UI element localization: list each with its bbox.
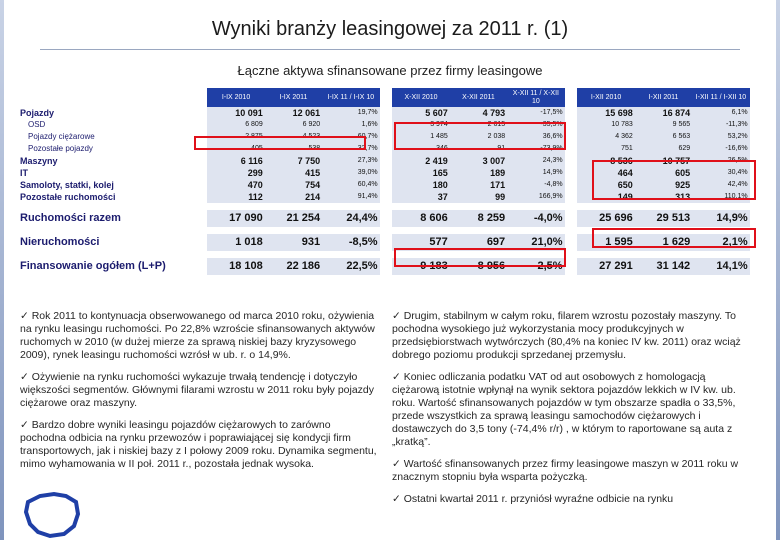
table-cell: 470 (207, 179, 264, 191)
summary-row (18, 258, 754, 275)
table-cell: 24,3% (507, 155, 564, 167)
table-cell: 10 091 (207, 107, 264, 119)
table-cell: 10 757 (635, 155, 692, 167)
table-cell: 6 920 (265, 119, 322, 131)
table-cell: 180 (392, 179, 449, 191)
table-cell: 42,4% (692, 179, 749, 191)
table-cell: 925 (635, 179, 692, 191)
table-cell: 6,1% (692, 107, 749, 119)
column-gap (750, 88, 754, 107)
table-cell: 3 974 (392, 119, 449, 131)
table-cell: 171 (450, 179, 507, 191)
summary-cell: 1 595 (577, 234, 634, 251)
column-header: I-IX 11 / I-IX 10 (322, 88, 379, 107)
left-paragraph-2: ✓ Ożywienie na rynku ruchomości wykazuje trwałą tendencję i dotyczyło większości segmentów. Głównymi filarami wzrostu w 2011 roku były pojazdy ciężarowe oraz maszyny. (20, 371, 375, 409)
table-cell: 27,3% (322, 155, 379, 167)
column-gap (565, 88, 578, 107)
table-cell: 91 (450, 143, 507, 155)
column-gap (750, 119, 754, 131)
column-gap (750, 210, 754, 227)
left-commentary (20, 310, 378, 480)
table-cell: 6 116 (207, 155, 264, 167)
column-gap (380, 155, 393, 167)
table-cell: 60,7% (322, 131, 379, 143)
right-paragraph-4: ✓ Ostatni kwartał 2011 r. przyniósł wyraźne odbicie na rynku (392, 493, 674, 505)
right-paragraph-1: ✓ Drugim, stabilnym w całym roku, filarem wzrostu pozostały maszyny. To pochodna wysokiego już wykorzystania mocy produkcyjnych w przedsiębiorstwach wytwórczych (80,4% na koniec IV kw. 2011) oraz wciąż dobrego poziomu produkcji sprzedanej przemysłu. (392, 310, 741, 361)
summary-row (18, 210, 754, 227)
column-gap (565, 107, 578, 119)
table-cell: 4 362 (577, 131, 634, 143)
column-gap (565, 155, 578, 167)
column-gap (750, 107, 754, 119)
summary-cell: 22 186 (265, 258, 322, 275)
row-label: Samoloty, statki, kolej (18, 179, 207, 191)
table-cell: 754 (265, 179, 322, 191)
table-cell: 99 (450, 191, 507, 203)
table-cell: 19,7% (322, 107, 379, 119)
column-gap (380, 88, 393, 107)
column-gap (380, 107, 393, 119)
summary-cell: 27 291 (577, 258, 634, 275)
summary-label: Ruchomości razem (18, 210, 207, 227)
summary-cell: 29 513 (635, 210, 692, 227)
table-cell: 3 007 (450, 155, 507, 167)
table-cell: 112 (207, 191, 264, 203)
table-cell: 12 061 (265, 107, 322, 119)
table-row (18, 131, 754, 143)
summary-cell: 1 018 (207, 234, 264, 251)
column-gap (380, 119, 393, 131)
table-row (18, 143, 754, 155)
table-cell: 53,2% (692, 131, 749, 143)
table-cell: 149 (577, 191, 634, 203)
table-cell: 4 793 (450, 107, 507, 119)
header-row (18, 88, 754, 107)
summary-cell: 931 (265, 234, 322, 251)
table-cell: 8 536 (577, 155, 634, 167)
column-gap (380, 210, 393, 227)
summary-cell: 31 142 (635, 258, 692, 275)
row-label: Pojazdy ciężarowe (18, 131, 207, 143)
summary-cell: 8 606 (392, 210, 449, 227)
summary-cell: 17 090 (207, 210, 264, 227)
column-gap (565, 131, 578, 143)
table-cell: -4,8% (507, 179, 564, 191)
column-gap (750, 143, 754, 155)
poland-map-logo-icon (20, 488, 84, 540)
column-header: X-XII 2010 (392, 88, 449, 107)
summary-label: Nieruchomości (18, 234, 207, 251)
summary-cell: 24,4% (322, 210, 379, 227)
right-commentary (392, 310, 754, 515)
table-cell: 5 607 (392, 107, 449, 119)
column-header: I-IX 2011 (265, 88, 322, 107)
summary-cell: 21,0% (507, 234, 564, 251)
column-gap (380, 167, 393, 179)
table-cell: 538 (265, 143, 322, 155)
slide-title: Wyniki branży leasingowej za 2011 r. (1) (211, 18, 569, 40)
table-cell: 26,5% (692, 155, 749, 167)
table-cell: 6 809 (207, 119, 264, 131)
highlight-box-real-estate-mid (394, 248, 566, 267)
row-label: OSD (18, 119, 207, 131)
column-gap (380, 234, 393, 251)
row-label: IT (18, 167, 207, 179)
column-header: X-XII 11 / X-XII 10 (507, 88, 564, 107)
summary-cell: 8 956 (450, 258, 507, 275)
table-cell: 165 (392, 167, 449, 179)
table-cell: 346 (392, 143, 449, 155)
column-gap (750, 258, 754, 275)
header-blank (18, 88, 207, 107)
column-gap (565, 210, 578, 227)
column-header: X-XII 2011 (450, 88, 507, 107)
column-gap (380, 179, 393, 191)
table-cell: -35,5% (507, 119, 564, 131)
column-gap (380, 258, 393, 275)
row-label: Pozostałe pojazdy (18, 143, 207, 155)
table-cell: -17,5% (507, 107, 564, 119)
table-cell: 16 874 (635, 107, 692, 119)
table-cell: 6 563 (635, 131, 692, 143)
highlight-box-movables-right (592, 228, 756, 248)
summary-cell: 2,1% (692, 234, 749, 251)
row-label: Pozostałe ruchomości (18, 191, 207, 203)
summary-cell: 14,1% (692, 258, 749, 275)
table-cell: 36,6% (507, 131, 564, 143)
table-cell: 10 783 (577, 119, 634, 131)
table-cell: 464 (577, 167, 634, 179)
table-cell: 15 698 (577, 107, 634, 119)
table-cell: -11,3% (692, 119, 749, 131)
summary-cell: 25 696 (577, 210, 634, 227)
summary-cell: 1 629 (635, 234, 692, 251)
column-gap (565, 167, 578, 179)
table-cell: 9 565 (635, 119, 692, 131)
table-cell: 91,4% (322, 191, 379, 203)
table-cell: 313 (635, 191, 692, 203)
summary-cell: 14,9% (692, 210, 749, 227)
table-cell: 60,4% (322, 179, 379, 191)
column-gap (565, 143, 578, 155)
table-cell: 415 (265, 167, 322, 179)
column-gap (565, 179, 578, 191)
column-gap (380, 131, 393, 143)
summary-cell: 18 108 (207, 258, 264, 275)
table-subtitle: Łączne aktywa sfinansowane przez firmy leasingowe (237, 63, 543, 78)
column-header: I-XII 2010 (577, 88, 634, 107)
row-separator (18, 203, 754, 210)
table-cell: 39,0% (322, 167, 379, 179)
table-cell: 2 615 (450, 119, 507, 131)
table-cell: -73,9% (507, 143, 564, 155)
summary-cell: 8 259 (450, 210, 507, 227)
table-cell: 189 (450, 167, 507, 179)
table-cell: 1,6% (322, 119, 379, 131)
table-cell: 37 (392, 191, 449, 203)
right-paragraph-2: ✓ Koniec odliczania podatku VAT od aut osobowych z homologacją ciężarową istotnie wpłynął na wynik sektora pojazdów lekkich w IV kw. ub. roku. Wartość sfinansowanych pojazdów w tym obszarze spadła o 33,5%, przede wszystkich za sprawą leasingu samochodów ciężarowych i dostawczych do 3,5 tony (-74,4% r/r) , w którym to raportowane są auta z „kratką”. (392, 371, 736, 448)
table-cell: 650 (577, 179, 634, 191)
highlight-box-osd-trucks-mid (394, 122, 566, 150)
row-label: Pojazdy (18, 107, 207, 119)
table-cell: 110,1% (692, 191, 749, 203)
slide-edge-right (776, 0, 780, 540)
table-cell: 629 (635, 143, 692, 155)
table-cell: 2 038 (450, 131, 507, 143)
column-gap (380, 143, 393, 155)
table-cell: 166,9% (507, 191, 564, 203)
title-divider (40, 49, 740, 50)
summary-cell: -2,5% (507, 258, 564, 275)
highlight-box-machines-right (592, 160, 756, 200)
summary-cell: 22,5% (322, 258, 379, 275)
summary-cell: 577 (392, 234, 449, 251)
table-cell: 405 (207, 143, 264, 155)
column-gap (565, 191, 578, 203)
column-header: I-XII 11 / I-XII 10 (692, 88, 749, 107)
highlight-box-trucks-left (194, 136, 366, 150)
table-cell: 2 419 (392, 155, 449, 167)
separator-cell (18, 251, 754, 258)
table-cell: 30,4% (692, 167, 749, 179)
summary-cell: 21 254 (265, 210, 322, 227)
column-gap (380, 191, 393, 203)
table-cell: 32,7% (322, 143, 379, 155)
table-cell: 14,9% (507, 167, 564, 179)
table-cell: 605 (635, 167, 692, 179)
summary-cell: -8,5% (322, 234, 379, 251)
table-row (18, 107, 754, 119)
table-cell: 2 875 (207, 131, 264, 143)
column-header: I-XII 2011 (635, 88, 692, 107)
column-header: I-IX 2010 (207, 88, 264, 107)
column-gap (565, 234, 578, 251)
table-cell: 1 485 (392, 131, 449, 143)
table-cell: 299 (207, 167, 264, 179)
summary-label: Finansowanie ogółem (L+P) (18, 258, 207, 275)
table-cell: 4 523 (265, 131, 322, 143)
left-paragraph-1: ✓ Rok 2011 to kontynuacja obserwowanego od marca 2010 roku, ożywienia na rynku leasingu ruchomości. Po 22,8% wzroście sfinansowanych aktywów ruchomych w 2010 (w dużej mierze za sprawą niskiej bazy kryzysowego 2009), rynek leasingu ruchomości wzrósł w ub. r. o 14,9%. (20, 310, 375, 361)
right-paragraph-3: ✓ Wartość sfinansowanych przez firmy leasingowe maszyn w 2011 roku w znacznym stopniu była wsparta pożyczką. (392, 458, 739, 483)
table-cell: 7 750 (265, 155, 322, 167)
table-cell: -16,6% (692, 143, 749, 155)
column-gap (750, 131, 754, 143)
table-cell: 214 (265, 191, 322, 203)
summary-cell: 697 (450, 234, 507, 251)
table-row (18, 119, 754, 131)
summary-cell: 9 183 (392, 258, 449, 275)
row-label: Maszyny (18, 155, 207, 167)
left-paragraph-3: ✓ Bardzo dobre wyniki leasingu pojazdów ciężarowych to zarówno pochodna odbicia na rynku przewozów i poprawiającej się kondycji firm transportowych, jak i niskiej bazy z I połowy 2009 roku. Dynamika segmentu, mimo wyhamowania w II poł. 2011 r., pozostała jednak wysoka. (20, 419, 377, 470)
column-gap (565, 119, 578, 131)
summary-cell: -4,0% (507, 210, 564, 227)
separator-cell (18, 203, 754, 210)
slide-edge-left (0, 0, 4, 540)
table-cell: 751 (577, 143, 634, 155)
column-gap (565, 258, 578, 275)
row-separator (18, 251, 754, 258)
